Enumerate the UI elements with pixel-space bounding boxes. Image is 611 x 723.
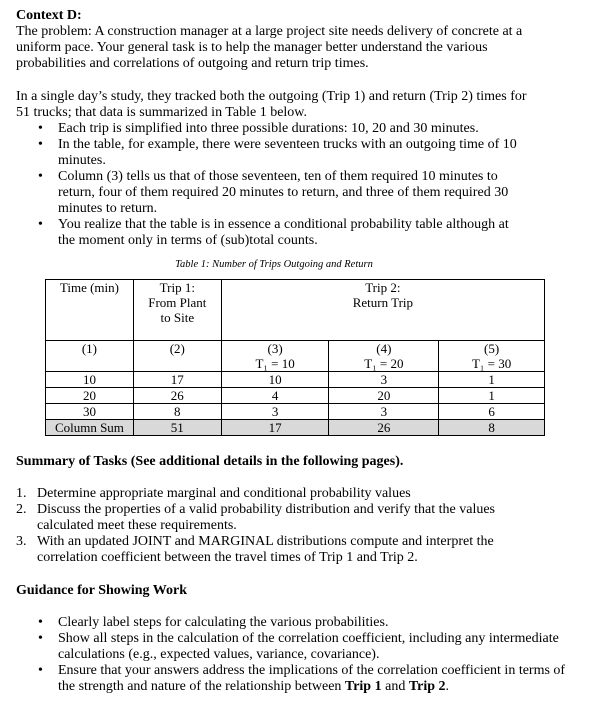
cell: 26 <box>133 388 221 404</box>
problem-paragraph: The problem: A construction manager at a large project site needs delivery of concrete at a uniform pace. Your general task is to help the manager better understand the various probabilities and correlations of outgoing and return trip times. <box>16 24 523 71</box>
bullet-item: • In the table, for example, there were seventeen trucks with an outgoing time of 10 minutes. <box>58 137 528 169</box>
column-number-row <box>46 341 545 372</box>
table-caption: Table 1: Number of Trips Outgoing and Return <box>175 259 373 270</box>
table-row <box>46 404 545 420</box>
cell: 4 <box>221 388 329 404</box>
bullet-item: • You realize that the table is in essence a conditional probability table although at the moment only in terms of (sub)total counts. <box>58 217 528 249</box>
task-list <box>16 486 547 566</box>
cell: 17 <box>221 420 329 436</box>
guidance-bullets <box>16 615 568 695</box>
study-intro: In a single day’s study, they tracked both the outgoing (Trip 1) and return (Trip 2) times for 51 trucks; that data is summarized in Table 1 below. <box>16 89 527 120</box>
col-num: (4) T₁ = 20 <box>329 341 439 372</box>
trips-table <box>45 279 545 436</box>
task-item: 1. Determine appropriate marginal and conditional probability values <box>16 486 411 501</box>
cell: 3 <box>221 404 329 420</box>
table-row <box>46 388 545 404</box>
bullet-item: • Each trip is simplified into three possible durations: 10, 20 and 30 minutes. <box>58 121 528 137</box>
cell: 20 <box>46 388 134 404</box>
header-time: Time (min) <box>46 280 134 341</box>
summary-title: Summary of Tasks (See additional details in the following pages). <box>16 454 404 469</box>
guidance-title: Guidance for Showing Work <box>16 583 188 598</box>
context-title: Context D: <box>16 8 82 23</box>
cell: Column Sum <box>46 420 134 436</box>
cell: 20 <box>329 388 439 404</box>
table-header-row <box>46 280 545 341</box>
context-bullets <box>16 121 528 249</box>
guidance-item: • Ensure that your answers address the implications of the correlation coefficient in terms of the strength and nature of the relationship between Trip 1 and Trip 2. <box>58 663 568 695</box>
cell: 30 <box>46 404 134 420</box>
cell: 6 <box>439 404 545 420</box>
cell: 8 <box>133 404 221 420</box>
cell: 3 <box>329 404 439 420</box>
column-sum-row <box>46 420 545 436</box>
task-item: 2. Discuss the properties of a valid probability distribution and verify that the values calculated meet these requirements. <box>16 502 496 533</box>
cell: 51 <box>133 420 221 436</box>
cell: 1 <box>439 372 545 388</box>
document <box>16 8 606 695</box>
cell: 26 <box>329 420 439 436</box>
task-item: 3. With an updated JOINT and MARGINAL distributions compute and interpret the correlation coefficient between the travel times of Trip 1 and Trip 2. <box>16 534 494 565</box>
guidance-item: • Show all steps in the calculation of the correlation coefficient, including any intermediate calculations (e.g., expected values, variance, covariance). <box>58 631 568 663</box>
col-num: (3) T₁ = 10 <box>221 341 329 372</box>
header-trip2: Trip 2: Return Trip <box>221 280 544 341</box>
cell: 17 <box>133 372 221 388</box>
col-num: (1) <box>46 341 134 372</box>
table-row <box>46 372 545 388</box>
cell: 3 <box>329 372 439 388</box>
cell: 10 <box>46 372 134 388</box>
header-trip1: Trip 1: From Plant to Site <box>133 280 221 341</box>
col-num: (2) <box>133 341 221 372</box>
cell: 10 <box>221 372 329 388</box>
col-num: (5) T₁ = 30 <box>439 341 545 372</box>
guidance-item: • Clearly label steps for calculating the various probabilities. <box>58 615 568 631</box>
cell: 8 <box>439 420 545 436</box>
bullet-item: • Column (3) tells us that of those seventeen, ten of them required 10 minutes to return, four of them required 20 minutes to return, and three of them required 30 minutes to return. <box>58 169 528 217</box>
cell: 1 <box>439 388 545 404</box>
